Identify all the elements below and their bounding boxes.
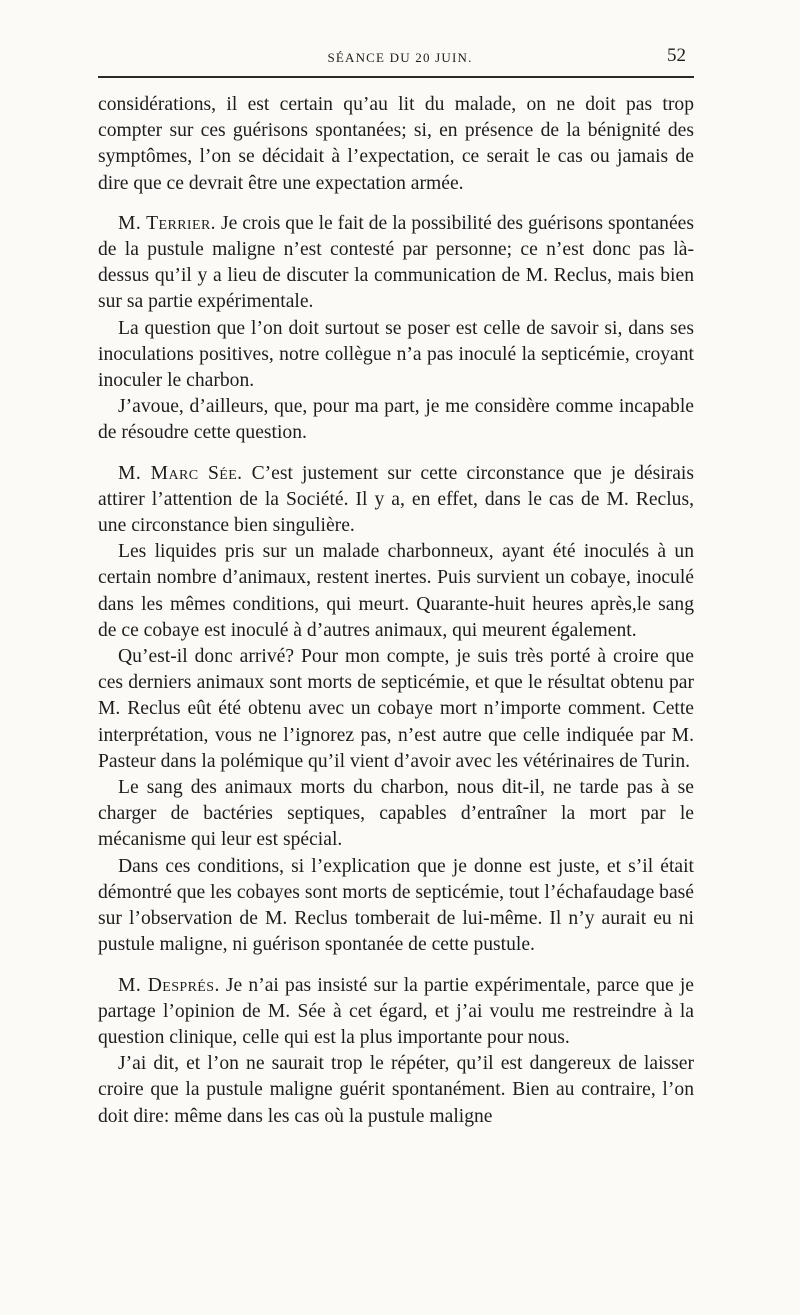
paragraph	[98, 973, 694, 1052]
paragraph-text: Dans ces conditions, si l’explication que je donne est juste, et s’il était démontré que les cobayes sont morts de septicémie, tout l’échafaudage basé sur l’observation de M. Reclus tomberait de lui-même. Il n’y aurait eu ni pustule maligne, ni guérison spontanée de cette pustule.	[98, 855, 694, 956]
paragraph	[98, 539, 694, 644]
paragraph-text: considérations, il est certain qu’au lit du malade, on ne doit pas trop compter sur ces guérisons spontanées; si, en présence de la bénignité des symptômes, l’on se décidait à l’expectation, ce serait le cas ou jamais de dire que ce devrait être une expectation armée.	[98, 94, 694, 194]
paragraph-text: Les liquides pris sur un malade charbonneux, ayant été inoculés à un certain nombre d’animaux, restent inertes. Puis survient un cobaye, inoculé dans les mêmes conditions, qui meurt. Quarante-huit heures après,le sang de ce cobaye est inoculé à d’autres animaux, qui meurent également.	[98, 541, 694, 641]
paragraph	[98, 644, 694, 775]
paragraph-text: La question que l’on doit surtout se poser est celle de savoir si, dans ses inoculations positives, notre collègue n’a pas inoculé la septicémie, croyant inoculer le charbon.	[98, 317, 694, 392]
paragraph	[98, 394, 694, 446]
paragraph	[98, 775, 694, 854]
paragraph	[98, 1051, 694, 1130]
running-head	[98, 44, 694, 72]
body-text	[98, 92, 694, 1130]
header-rule	[98, 76, 694, 78]
paragraph	[98, 92, 694, 197]
paragraph	[98, 211, 694, 316]
paragraph-text: Le sang des animaux morts du charbon, nous dit-il, ne tarde pas à se charger de bactéries septiques, capables d’entraîner la mort par le mécanisme qui leur est spécial.	[98, 777, 694, 851]
paragraph-text: Je n’ai pas insisté sur la partie expérimentale, parce que je partage l’opinion de M. Sée à cet égard, et j’ai voulu me restreindre à la question clinique, celle qui est la plus importante pour nous.	[98, 974, 695, 1048]
paragraph	[98, 461, 694, 540]
page-number: 52	[667, 45, 686, 66]
speaker-name: M. Després.	[118, 974, 220, 996]
paragraph	[98, 316, 694, 395]
paragraph-text: C’est justement sur cette circonstance que je désirais attirer l’attention de la Société. Il y a, en effet, dans le cas de M. Reclus, une circonstance bien singulière.	[98, 462, 694, 537]
paragraph-text: Je crois que le fait de la possibilité des guérisons spontanées de la pustule maligne n’est contesté par personne; ce n’est donc pas là-dessus qu’il y a lieu de discuter la communication de M. Reclus, mais bien sur sa partie expérimentale.	[98, 212, 694, 313]
paragraph-text: J’avoue, d’ailleurs, que, pour ma part, je me considère comme incapable de résoudre cette question.	[98, 396, 694, 444]
paragraph-text: Qu’est-il donc arrivé? Pour mon compte, je suis très porté à croire que ces derniers animaux sont morts de septicémie, et que le résultat obtenu par M. Reclus eût été obtenu avec un cobaye mort n’importe comment. Cette interprétation, vous ne l’ignorez pas, n’est autre que celle indiquée par M. Pasteur dans la polémique qu’il vient d’avoir avec les vétérinaires de Turin.	[98, 646, 694, 772]
speaker-name: M. Terrier.	[118, 212, 216, 234]
paragraph	[98, 854, 694, 959]
speaker-name: M. Marc Sée.	[118, 462, 243, 484]
paragraph-text: J’ai dit, et l’on ne saurait trop le répéter, qu’il est dangereux de laisser croire que la pustule maligne guérit spontanément. Bien au contraire, l’on doit dire: même dans les cas où la pustule maligne	[98, 1053, 694, 1127]
running-title: SÉANCE DU 20 JUIN.	[327, 50, 473, 65]
